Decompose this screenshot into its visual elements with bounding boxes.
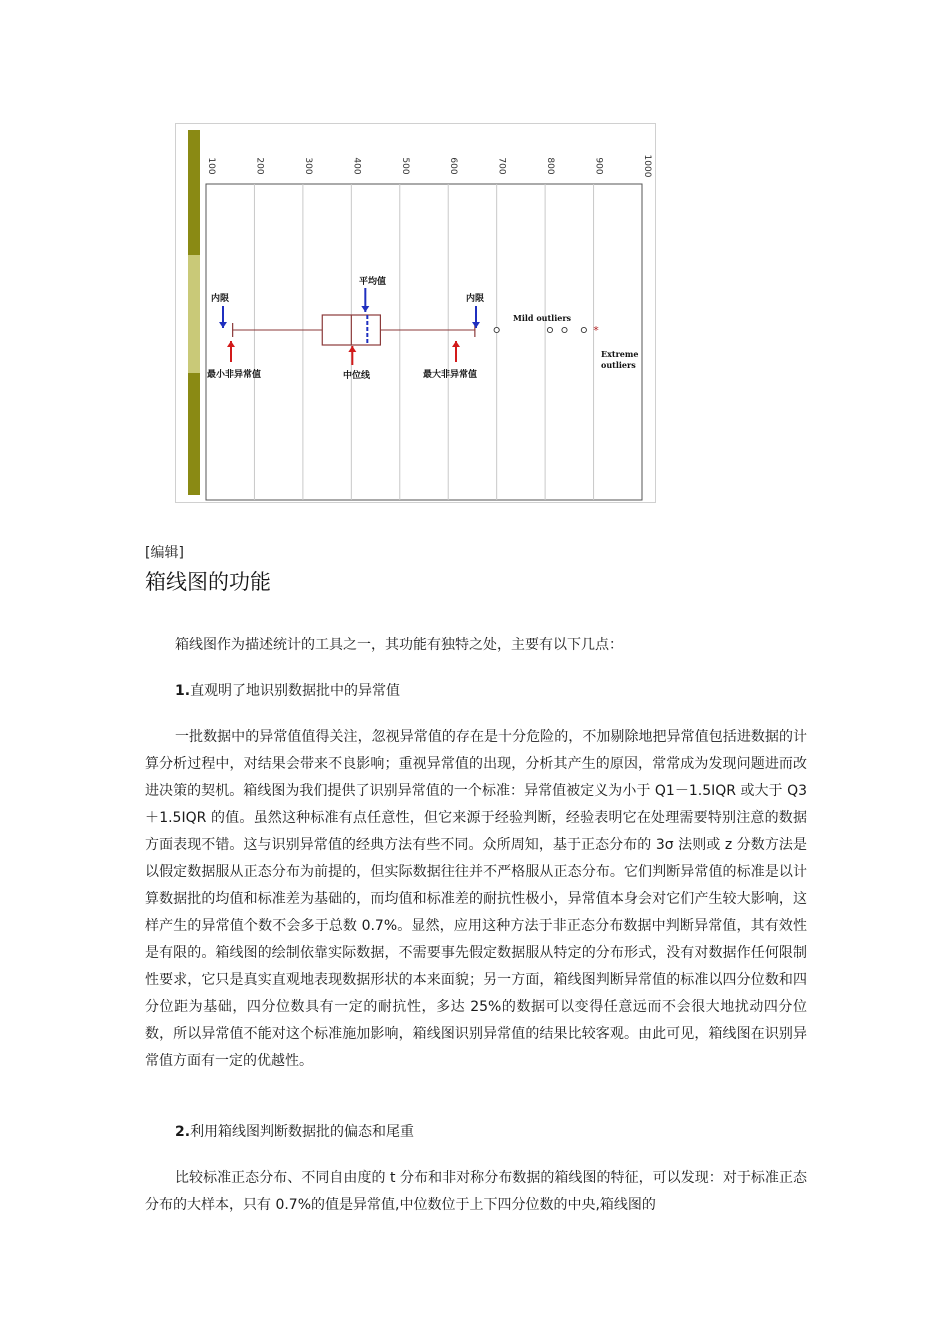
tick-label: 200: [254, 157, 265, 175]
item-2-text: 利用箱线图判断数据批的偏态和尾重: [190, 1124, 415, 1140]
mild-outlier-point: [581, 327, 586, 332]
plot-area: [206, 184, 642, 500]
side-bar-middle: [188, 255, 200, 373]
inner-fence-left-label: 内限: [211, 294, 230, 304]
extreme-outlier-point: *: [593, 324, 599, 337]
inner-fence-right-arrow-head: [472, 322, 480, 328]
max-non-outlier-arrow-head: [452, 341, 460, 347]
mild-outlier-point: [547, 327, 552, 332]
item-2-heading: [145, 1119, 807, 1146]
mean-label: 平均值: [359, 277, 387, 287]
median-arrow-head: [348, 346, 356, 352]
item-1-heading: [145, 678, 807, 705]
figure-side-bar: [188, 130, 200, 495]
tick-label: 900: [593, 157, 604, 175]
outlier-markers: [494, 324, 599, 337]
mild-outlier-point: [494, 327, 499, 332]
tick-label: 600: [448, 157, 459, 175]
extreme-outliers-label-line1: Extreme: [601, 349, 639, 359]
mild-outliers-label: Mild outliers: [513, 313, 572, 323]
intro-paragraph: 箱线图作为描述统计的工具之一，其功能有独特之处，主要有以下几点：: [175, 637, 623, 653]
item-1-number: 1.: [175, 683, 191, 699]
extreme-outliers-label-line2: outliers: [601, 360, 636, 370]
median-label: 中位线: [343, 371, 371, 381]
item-1-text: 直观明了地识别数据批中的异常值: [190, 683, 401, 699]
mild-outlier-point: [562, 327, 567, 332]
section-title: 箱线图的功能: [145, 570, 271, 594]
tick-label: 500: [399, 157, 410, 175]
box-and-whiskers: [233, 315, 475, 345]
min-non-outlier-arrow-head: [227, 341, 235, 347]
side-bar-top: [188, 130, 200, 255]
side-bar-bottom: [188, 373, 200, 495]
inner-fence-left-arrow-head: [219, 322, 227, 328]
tick-label: 100: [206, 157, 216, 175]
tick-label: 300: [302, 157, 313, 175]
edit-link[interactable]: [编辑]: [145, 545, 184, 561]
item-2-number: 2.: [175, 1124, 191, 1140]
boxplot-figure: [175, 123, 656, 503]
tick-label: 800: [545, 157, 556, 175]
tick-label: 1000: [642, 154, 652, 178]
min-non-outlier-label: 最小非异常值: [207, 370, 262, 380]
boxplot-chart: [176, 124, 657, 504]
tick-label: 400: [351, 157, 362, 175]
max-non-outlier-label: 最大非异常值: [423, 370, 478, 380]
mean-arrow-head: [361, 306, 369, 312]
inner-fence-right-label: 内限: [466, 294, 485, 304]
tick-label: 700: [496, 157, 507, 175]
grid-lines: [254, 184, 593, 500]
axis-tick-labels: [206, 155, 652, 178]
paragraph-outliers: 一批数据中的异常值值得关注，忽视异常值的存在是十分危险的，不加剔除地把异常值包括进数据的计算分析过程中，对结果会带来不良影响；重视异常值的出现，分析其产生的原因，常常成为发现问题进而改进决策的契机。箱线图为我们提供了识别异常值的一个标准：异常值被定义为小于 Q1－1.5IQR 或大于 Q3＋1.5IQR 的值。虽然这种标准有点任意性，但它来源于经验判断，经验表明它在处理需要特别注意的数据方面表现不错。这与识别异常值的经典方法有些不同。众所周知，基于正态分布的 3σ 法则或 z 分数方法是以假定数据服从正态分布为前提的，但实际数据往往并不严格服从正态分布。它们判断异常值的标准是以计算数据批的均值和标准差为基础的，而均值和标准差的耐抗性极小，异常值本身会对它们产生较大影响，这样产生的异常值个数不会多于总数 0.7%。显然，应用这种方法于非正态分布数据中判断异常值，其有效性是有限的。箱线图的绘制依靠实际数据，不需要事先假定数据服从特定的分布形式，没有对数据作任何限制性要求，它只是真实直观地表现数据形状的本来面貌；另一方面，箱线图判断异常值的标准以四分位数和四分位距为基础，四分位数具有一定的耐抗性，多达 25%的数据可以变得任意远而不会很大地扰动四分位数，所以异常值不能对这个标准施加影响，箱线图识别异常值的结果比较客观。由此可见，箱线图在识别异常值方面有一定的优越性。: [145, 729, 807, 1069]
paragraph-skewness: 比较标准正态分布、不同自由度的 t 分布和非对称分布数据的箱线图的特征，可以发现：对于标准正态分布的大样本，只有 0.7%的值是异常值,中位数位于上下四分位数的中央,箱线图的: [145, 1170, 807, 1213]
